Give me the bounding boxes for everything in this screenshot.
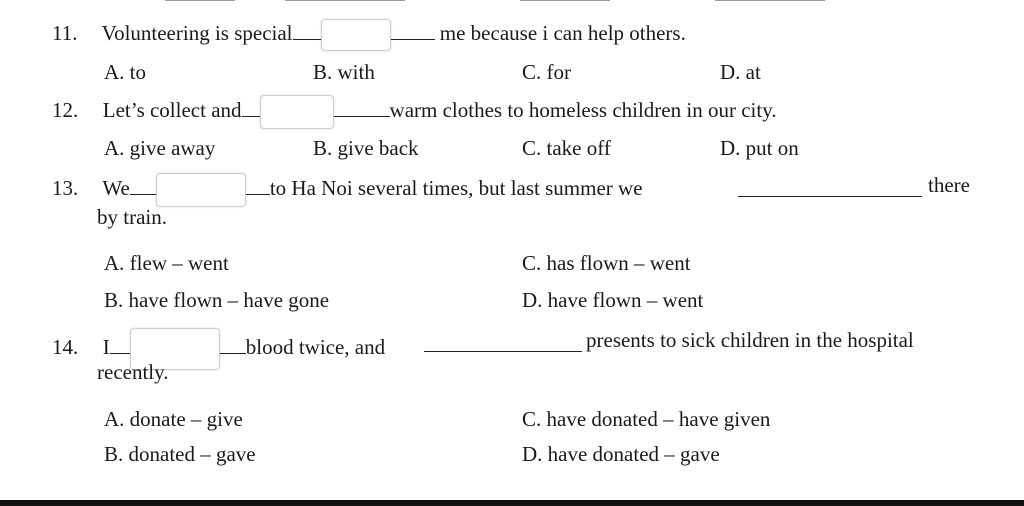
option-a[interactable]: A. give away [104,136,216,160]
answer-blank [130,194,158,195]
answer-blank [244,194,270,195]
stem-text: to Ha Noi several times, but last summer we [269,175,643,200]
question-number: 12. [52,97,79,122]
stem-text: We [102,175,130,200]
stem-text: Let’s collect and [102,97,242,122]
stem-text: there [928,173,970,197]
bottom-border [0,500,1024,506]
option-b[interactable]: B. donated – gave [104,442,256,466]
stem-text: I [102,334,110,359]
option-d[interactable]: D. put on [720,136,799,160]
option-c[interactable]: C. has flown – went [522,251,691,275]
answer-blank [293,39,323,40]
answer-blank [110,353,132,354]
option-d[interactable]: D. have donated – gave [522,442,720,466]
question-number: 13. [52,175,79,200]
answer-blank [738,196,922,197]
option-b[interactable]: B. have flown – have gone [104,288,330,312]
option-d[interactable]: D. at [720,60,761,84]
stem-text: presents to sick children in the hospital [586,328,914,352]
cutoff-previous-line [0,0,1024,2]
stem-text: warm clothes to homeless children in our city. [389,97,777,122]
stem-text: blood twice, and [245,334,386,359]
answer-blank [424,351,582,352]
option-a[interactable]: A. donate – give [104,407,243,431]
option-c[interactable]: C. have donated – have given [522,407,771,431]
answer-blank [389,39,435,40]
answer-input-box[interactable] [260,95,334,129]
option-a[interactable]: A. flew – went [104,251,229,275]
stem-text: Volunteering is special [101,20,293,45]
option-b[interactable]: B. give back [313,136,419,160]
question-13-stem [52,173,643,207]
answer-blank [242,116,262,117]
option-b[interactable]: B. with [313,60,375,84]
question-12-stem [52,95,777,129]
stem-text: me because i can help others. [439,20,686,45]
answer-blank [332,116,390,117]
option-d[interactable]: D. have flown – went [522,288,704,312]
question-number: 14. [52,334,79,359]
answer-blank [218,353,246,354]
option-c[interactable]: C. take off [522,136,611,160]
option-a[interactable]: A. to [104,60,146,84]
question-number: 11. [52,20,78,45]
stem-continuation: recently. [97,360,169,384]
stem-continuation: by train. [97,205,167,229]
question-11-stem [52,19,686,51]
answer-input-box[interactable] [156,173,246,207]
answer-input-box[interactable] [321,19,391,51]
option-c[interactable]: C. for [522,60,571,84]
cutoff-text-remnant [0,0,1024,2]
